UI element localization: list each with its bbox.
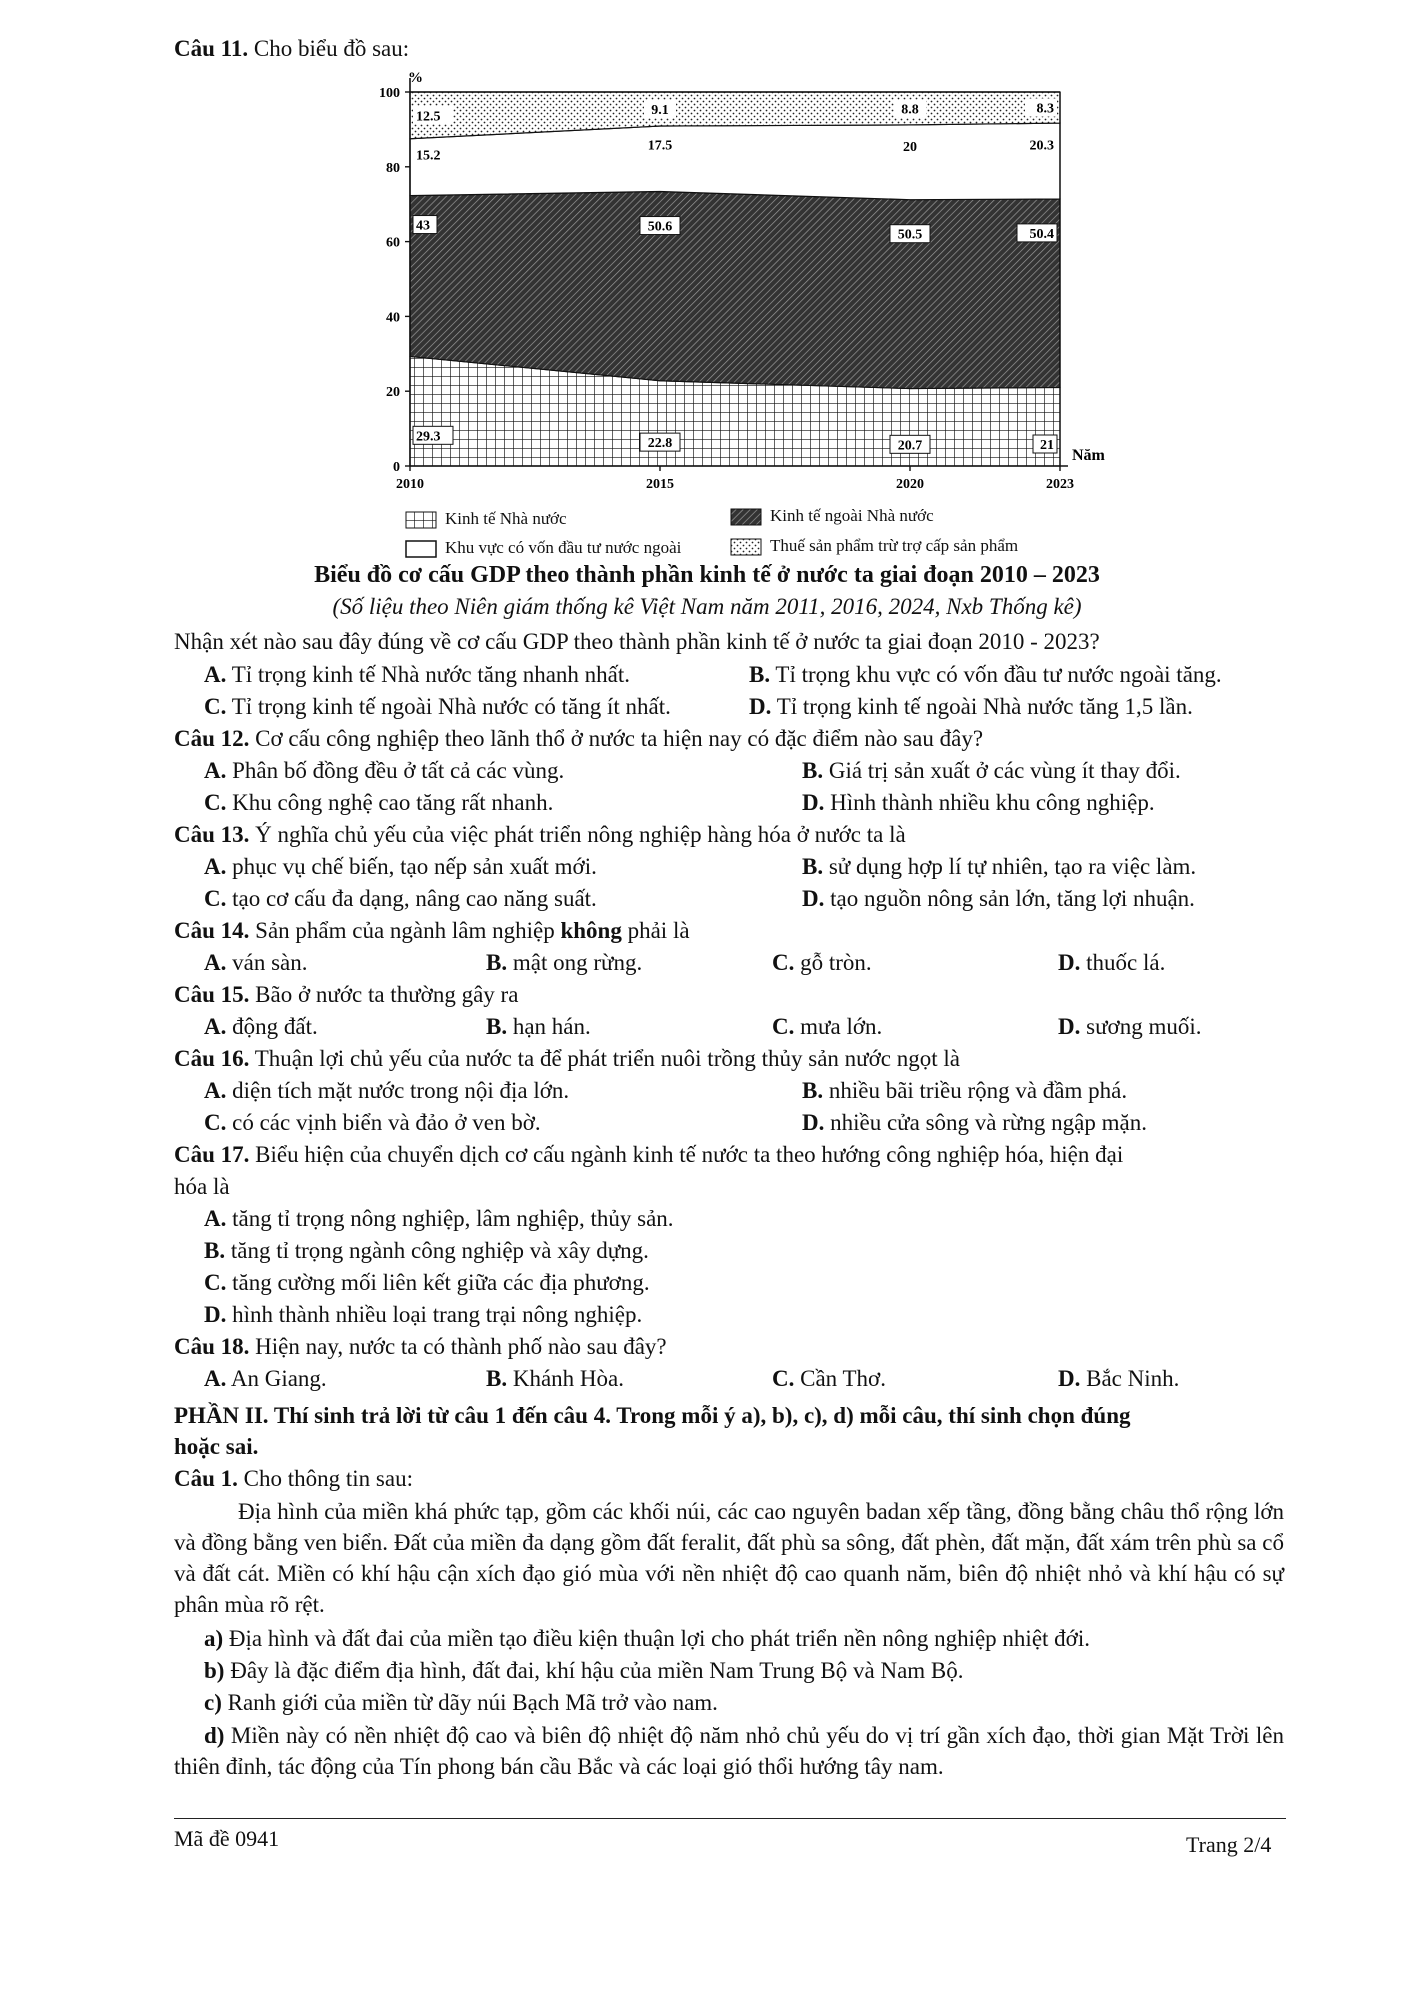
q18-option-b[interactable]: [486, 1364, 624, 1394]
option-text: sử dụng hợp lí tự nhiên, tạo ra việc làm.: [823, 854, 1197, 879]
option-letter: A.: [204, 1206, 227, 1231]
y-axis-unit: %: [408, 70, 423, 86]
y-tick-label: 100: [379, 86, 400, 101]
q12-option-d[interactable]: [802, 788, 1155, 818]
q11-option-b[interactable]: [749, 660, 1222, 690]
question-14: [174, 916, 690, 946]
option-text: tăng cường mối liên kết giữa các địa phương.: [226, 1270, 650, 1295]
option-letter: A.: [204, 662, 227, 687]
data-label: 8.8: [901, 102, 919, 118]
option-text: tăng tỉ trọng ngành công nghiệp và xây dựng.: [225, 1238, 649, 1263]
x-tick-label: 2015: [646, 477, 674, 492]
option-text: ván sàn.: [226, 950, 308, 975]
data-label: 20.3: [1029, 138, 1054, 154]
option-text: Phân bố đồng đều ở tất cả các vùng.: [226, 758, 565, 783]
data-label: 29.3: [416, 429, 441, 445]
option-letter: C.: [772, 1366, 795, 1391]
q17-option-a[interactable]: [204, 1204, 674, 1234]
legend-item-fdi: [405, 537, 681, 559]
area-series-1: [410, 191, 1060, 388]
option-letter: C.: [772, 950, 795, 975]
question-text: phải là: [621, 918, 690, 943]
data-label: 50.5: [897, 227, 923, 243]
dotted-pattern-swatch-icon: [730, 538, 762, 556]
question-emphasis: không: [560, 918, 622, 943]
option-letter: D.: [1058, 1014, 1081, 1039]
q16-option-b[interactable]: [802, 1076, 1127, 1106]
statement-a[interactable]: [204, 1624, 1090, 1654]
q17-option-c[interactable]: [204, 1268, 650, 1298]
info-passage: Địa hình của miền khá phức tạp, gồm các khối núi, các cao nguyên badan xếp tầng, đồng bằng châu thổ rộng lớn và đồng bằng ven biển. Đất của miền đa dạng gồm đất feralit, đất phù sa sông, đất phèn, đất mặn, đất xám trên phù sa cổ và đất cát. Miền có khí hậu cận xích đạo gió mùa với nền nhiệt độ cao quanh năm, biên độ nhiệt nhỏ và khí hậu có sự phân mùa rõ rệt.: [174, 1499, 1284, 1617]
data-label: 50.4: [1029, 226, 1054, 242]
x-tick-label: 2010: [396, 477, 424, 492]
x-tick-label: 2020: [896, 477, 924, 492]
data-label: 43: [416, 218, 430, 234]
q14-option-c[interactable]: [772, 948, 872, 978]
q13-option-b[interactable]: [802, 852, 1196, 882]
option-letter: A.: [204, 1014, 227, 1039]
option-letter: B.: [802, 1078, 824, 1103]
option-text: Tỉ trọng kinh tế ngoài Nhà nước tăng 1,5 lần.: [771, 694, 1193, 719]
chart-source: (Số liệu theo Niên giám thống kê Việt Nam năm 2011, 2016, 2024, Nxb Thống kê): [332, 594, 1082, 619]
option-text: An Giang.: [226, 1366, 327, 1391]
option-text: phục vụ chế biến, tạo nếp sản xuất mới.: [226, 854, 597, 879]
question-label: Câu 18.: [174, 1334, 250, 1359]
question-label: Câu 11.: [174, 36, 249, 61]
option-letter: B.: [486, 1366, 508, 1391]
statement-letter: a): [204, 1626, 224, 1651]
legend-item-state: [405, 508, 567, 530]
q12-option-b[interactable]: [802, 756, 1181, 786]
q16-option-c[interactable]: [204, 1108, 541, 1138]
statement-letter: b): [204, 1658, 225, 1683]
option-text: Tỉ trọng kinh tế ngoài Nhà nước có tăng ít nhất.: [226, 694, 671, 719]
data-label: 50.6: [647, 219, 673, 235]
option-text: mật ong rừng.: [507, 950, 643, 975]
question-11-text: Nhận xét nào sau đây đúng về cơ cấu GDP theo thành phần kinh tế ở nước ta giai đoạn 2010 - 2023?: [174, 629, 1100, 654]
option-letter: D.: [1058, 950, 1081, 975]
option-letter: B.: [802, 854, 824, 879]
question-label: Câu 16.: [174, 1046, 250, 1071]
option-letter: A.: [204, 1366, 227, 1391]
q13-option-c[interactable]: [204, 884, 597, 914]
question-text: Biểu hiện của chuyển dịch cơ cấu ngành kinh tế nước ta theo hướng công nghiệp hóa, hiện đại: [249, 1142, 1124, 1167]
part-2-question-1: [174, 1464, 413, 1494]
option-letter: B.: [802, 758, 824, 783]
y-tick-label: 0: [393, 460, 400, 475]
question-13: [174, 820, 906, 850]
q11-option-c[interactable]: [204, 692, 671, 722]
q16-option-d[interactable]: [802, 1108, 1147, 1138]
option-letter: A.: [204, 950, 227, 975]
option-text: tạo nguồn nông sản lớn, tăng lợi nhuận.: [824, 886, 1195, 911]
question-18: [174, 1332, 667, 1362]
statement-text: Miền này có nền nhiệt độ cao và biên độ nhiệt độ năm nhỏ chủ yếu do vị trí gần xích đạo, thời gian Mặt Trời lên thiên đỉnh, tác động của Tín phong bán cầu Bắc và các loại gió thổi hướng tây nam.: [174, 1723, 1284, 1779]
q14-option-d[interactable]: [1058, 948, 1165, 978]
question-17-cont: hóa là: [174, 1174, 230, 1199]
option-letter: D.: [204, 1302, 227, 1327]
option-text: có các vịnh biển và đảo ở ven bờ.: [226, 1110, 541, 1135]
data-label: 20.7: [897, 438, 923, 454]
area-series-2: [410, 123, 1060, 200]
exam-code: Mã đề 0941: [174, 1826, 280, 1851]
option-text: Tỉ trọng khu vực có vốn đầu tư nước ngoài tăng.: [770, 662, 1222, 687]
data-label: 22.8: [647, 436, 673, 452]
q14-option-b[interactable]: [486, 948, 642, 978]
x-axis-label: Năm: [1072, 447, 1105, 464]
q12-option-a[interactable]: [204, 756, 564, 786]
legend-label: Khu vực có vốn đầu tư nước ngoài: [445, 538, 682, 557]
part-2-heading-cont: hoặc sai.: [174, 1434, 259, 1459]
option-letter: D.: [1058, 1366, 1081, 1391]
question-text: Sản phẩm của ngành lâm nghiệp: [249, 918, 561, 943]
q15-option-a[interactable]: [204, 1012, 318, 1042]
data-label: 12.5: [416, 109, 441, 125]
question-label: Câu 13.: [174, 822, 250, 847]
q18-option-d[interactable]: [1058, 1364, 1179, 1394]
option-letter: D.: [802, 1110, 825, 1135]
option-text: Cần Thơ.: [794, 1366, 886, 1391]
q11-option-d[interactable]: [749, 692, 1193, 722]
statement-text: Ranh giới của miền từ dãy núi Bạch Mã trở vào nam.: [221, 1690, 718, 1715]
diagonal-pattern-swatch-icon: [730, 508, 762, 526]
question-16: [174, 1044, 960, 1074]
question-text: Cho thông tin sau:: [237, 1466, 413, 1491]
option-letter: C.: [204, 1270, 227, 1295]
gdp-structure-area-chart: [360, 70, 1120, 500]
q15-option-c[interactable]: [772, 1012, 882, 1042]
data-label: 21: [1040, 438, 1054, 454]
statement-c[interactable]: [204, 1688, 718, 1718]
question-12: [174, 724, 983, 754]
option-text: Hình thành nhiều khu công nghiệp.: [824, 790, 1155, 815]
option-text: Khánh Hòa.: [507, 1366, 624, 1391]
option-letter: A.: [204, 854, 227, 879]
option-letter: B.: [486, 950, 508, 975]
option-text: Khu công nghệ cao tăng rất nhanh.: [226, 790, 554, 815]
page-number: Trang 2/4: [1186, 1832, 1272, 1857]
q15-option-b[interactable]: [486, 1012, 591, 1042]
option-letter: C.: [772, 1014, 795, 1039]
legend-label: Kinh tế Nhà nước: [445, 509, 567, 528]
option-letter: D.: [802, 790, 825, 815]
option-text: diện tích mặt nước trong nội địa lớn.: [226, 1078, 570, 1103]
question-text: Cơ cấu công nghiệp theo lãnh thổ ở nước ta hiện nay có đặc điểm nào sau đây?: [249, 726, 984, 751]
option-text: tăng tỉ trọng nông nghiệp, lâm nghiệp, thủy sản.: [226, 1206, 674, 1231]
option-letter: D.: [802, 886, 825, 911]
option-text: nhiều bãi triều rộng và đầm phá.: [823, 1078, 1128, 1103]
grid-pattern-swatch-icon: [405, 511, 437, 529]
statement-text: Đây là đặc điểm địa hình, đất đai, khí hậu của miền Nam Trung Bộ và Nam Bộ.: [224, 1658, 964, 1683]
q17-option-b[interactable]: [204, 1236, 649, 1266]
q17-option-d[interactable]: [204, 1300, 642, 1330]
question-label: Câu 12.: [174, 726, 250, 751]
q11-option-a[interactable]: [204, 660, 630, 690]
legend-label: Kinh tế ngoài Nhà nước: [770, 506, 934, 525]
footer-divider: [174, 1818, 1286, 1819]
question-label: Câu 17.: [174, 1142, 250, 1167]
option-text: nhiều cửa sông và rừng ngập mặn.: [824, 1110, 1147, 1135]
data-label: 9.1: [651, 103, 669, 119]
legend-item-tax: [730, 535, 1018, 557]
statement-d[interactable]: [174, 1720, 1284, 1782]
option-text: hạn hán.: [507, 1014, 591, 1039]
option-letter: A.: [204, 758, 227, 783]
y-tick-label: 40: [386, 310, 400, 326]
part-2-heading: PHẦN II. Thí sinh trả lời từ câu 1 đến câu 4. Trong mỗi ý a), b), c), d) mỗi câu, thí sinh chọn đúng: [174, 1403, 1131, 1428]
question-17: [174, 1140, 1123, 1170]
question-label: Câu 1.: [174, 1466, 238, 1491]
y-tick-label: 60: [386, 235, 400, 251]
data-label: 17.5: [647, 138, 673, 154]
option-text: hình thành nhiều loại trang trại nông nghiệp.: [226, 1302, 643, 1327]
q13-option-d[interactable]: [802, 884, 1195, 914]
y-tick-label: 80: [386, 160, 400, 176]
option-letter: B.: [486, 1014, 508, 1039]
option-letter: C.: [204, 886, 227, 911]
question-text: Thuận lợi chủ yếu của nước ta để phát triển nuôi trồng thủy sản nước ngọt là: [249, 1046, 960, 1071]
statement-letter: d): [204, 1723, 225, 1748]
question-text: Bão ở nước ta thường gây ra: [249, 982, 519, 1007]
option-letter: C.: [204, 1110, 227, 1135]
data-label: 20: [903, 139, 917, 155]
question-text: Hiện nay, nước ta có thành phố nào sau đây?: [249, 1334, 667, 1359]
q15-option-d[interactable]: [1058, 1012, 1201, 1042]
option-text: tạo cơ cấu đa dạng, nâng cao năng suất.: [226, 886, 597, 911]
option-letter: B.: [204, 1238, 226, 1263]
q18-option-c[interactable]: [772, 1364, 886, 1394]
statement-letter: c): [204, 1690, 222, 1715]
q16-option-a[interactable]: [204, 1076, 569, 1106]
option-letter: D.: [749, 694, 772, 719]
question-11-stem: [174, 34, 409, 64]
option-text: động đất.: [226, 1014, 318, 1039]
option-text: gỗ tròn.: [794, 950, 872, 975]
question-text: Cho biểu đồ sau:: [248, 36, 410, 61]
option-letter: C.: [204, 694, 227, 719]
option-letter: A.: [204, 1078, 227, 1103]
data-label: 8.3: [1036, 101, 1054, 117]
option-letter: C.: [204, 790, 227, 815]
question-label: Câu 14.: [174, 918, 250, 943]
x-tick-label: 2023: [1046, 477, 1074, 492]
legend-label: Thuế sản phẩm trừ trợ cấp sản phẩm: [770, 536, 1019, 555]
blank-swatch-icon: [405, 540, 437, 558]
option-text: thuốc lá.: [1080, 950, 1166, 975]
question-text: Ý nghĩa chủ yếu của việc phát triển nông nghiệp hàng hóa ở nước ta là: [249, 822, 906, 847]
chart-title: Biểu đồ cơ cấu GDP theo thành phần kinh tế ở nước ta giai đoạn 2010 – 2023: [314, 562, 1100, 588]
q18-option-a[interactable]: [204, 1364, 327, 1394]
q12-option-c[interactable]: [204, 788, 553, 818]
option-text: mưa lớn.: [794, 1014, 883, 1039]
q13-option-a[interactable]: [204, 852, 597, 882]
y-tick-label: 20: [386, 385, 400, 401]
question-label: Câu 15.: [174, 982, 250, 1007]
legend-item-non-state: [730, 505, 934, 527]
data-label: 15.2: [416, 148, 441, 164]
option-text: sương muối.: [1080, 1014, 1202, 1039]
q14-option-a[interactable]: [204, 948, 308, 978]
statement-text: Địa hình và đất đai của miền tạo điều kiện thuận lợi cho phát triển nền nông nghiệp nhiệt đới.: [223, 1626, 1090, 1651]
statement-b[interactable]: [204, 1656, 964, 1686]
option-text: Bắc Ninh.: [1080, 1366, 1180, 1391]
option-text: Tỉ trọng kinh tế Nhà nước tăng nhanh nhất.: [226, 662, 630, 687]
option-text: Giá trị sản xuất ở các vùng ít thay đổi.: [823, 758, 1181, 783]
option-letter: B.: [749, 662, 771, 687]
question-15: [174, 980, 518, 1010]
